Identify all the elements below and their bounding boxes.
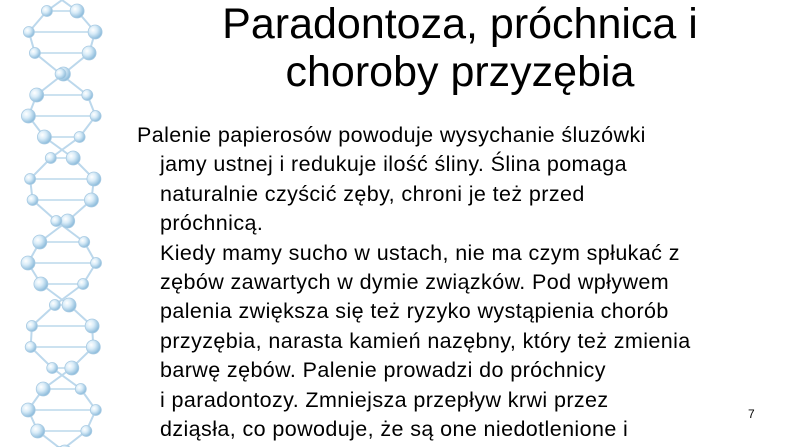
dna-node: [90, 111, 101, 122]
dna-node: [88, 25, 102, 39]
dna-node: [87, 172, 101, 186]
dna-node: [86, 340, 100, 354]
body-line: Palenie papierosów powoduje wysychanie śluzówki: [137, 123, 646, 147]
dna-node: [61, 214, 75, 228]
dna-node: [41, 6, 52, 17]
dna-node: [37, 130, 51, 144]
body-line: próchnicą.: [160, 211, 264, 236]
dna-node: [25, 174, 36, 185]
body-line: barwę zębów. Palenie prowadzi do próchnicy: [160, 358, 606, 383]
body-line: i paradontozy. Zmniejsza przepływ krwi przez: [160, 387, 609, 412]
dna-node: [49, 300, 60, 311]
dna-node: [85, 319, 99, 333]
dna-node: [21, 109, 35, 123]
dna-node: [34, 277, 48, 291]
slide-title: [150, 0, 770, 96]
dna-node: [82, 46, 96, 60]
dna-node: [33, 235, 47, 249]
page-number: 7: [748, 407, 755, 421]
dna-node: [78, 279, 89, 290]
dna-node: [21, 403, 35, 417]
title-line-1: Paradontoza, próchnica i: [222, 0, 698, 48]
body-line: Kiedy mamy sucho w ustach, nie ma czym spłukać z: [160, 240, 680, 265]
dna-node: [31, 424, 45, 438]
dna-helix-icon: [0, 0, 140, 447]
title-line-2: choroby przyzębia: [285, 48, 635, 96]
dna-node: [27, 195, 38, 206]
dna-node: [66, 151, 80, 165]
dna-node: [91, 258, 102, 269]
dna-node: [82, 90, 93, 101]
dna-node: [51, 216, 62, 227]
dna-node: [23, 27, 34, 38]
dna-node: [65, 361, 79, 375]
body-line: dziąsła, co powoduje, że są one niedotlenione i: [160, 417, 629, 442]
dna-node: [90, 405, 101, 416]
dna-node: [30, 88, 44, 102]
body-line: jamy ustnej i redukuje ilość śliny. Ślina pomaga: [160, 152, 627, 177]
body-line: naturalnie czyścić zęby, chroni je też przed: [160, 181, 585, 206]
dna-node: [74, 132, 85, 143]
dna-node: [29, 48, 40, 59]
dna-node: [26, 321, 37, 332]
dna-node: [81, 426, 92, 437]
dna-node: [45, 153, 56, 164]
dna-node: [47, 363, 58, 374]
slide-body: [137, 121, 787, 444]
body-line: przyzębia, narasta kamień nazębny, który też zmienia: [160, 328, 691, 353]
dna-node: [25, 342, 36, 353]
body-line: zębów zawartych w dymie związków. Pod wpływem: [160, 270, 670, 295]
dna-node: [70, 4, 84, 18]
dna-node: [79, 237, 90, 248]
dna-node: [62, 298, 76, 312]
dna-node: [36, 382, 50, 396]
dna-node: [75, 384, 86, 395]
dna-node: [84, 193, 98, 207]
body-line: palenia zwiększa się też ryzyko wystąpienia chorób: [160, 299, 669, 324]
dna-node: [55, 69, 66, 80]
dna-node: [21, 256, 35, 270]
